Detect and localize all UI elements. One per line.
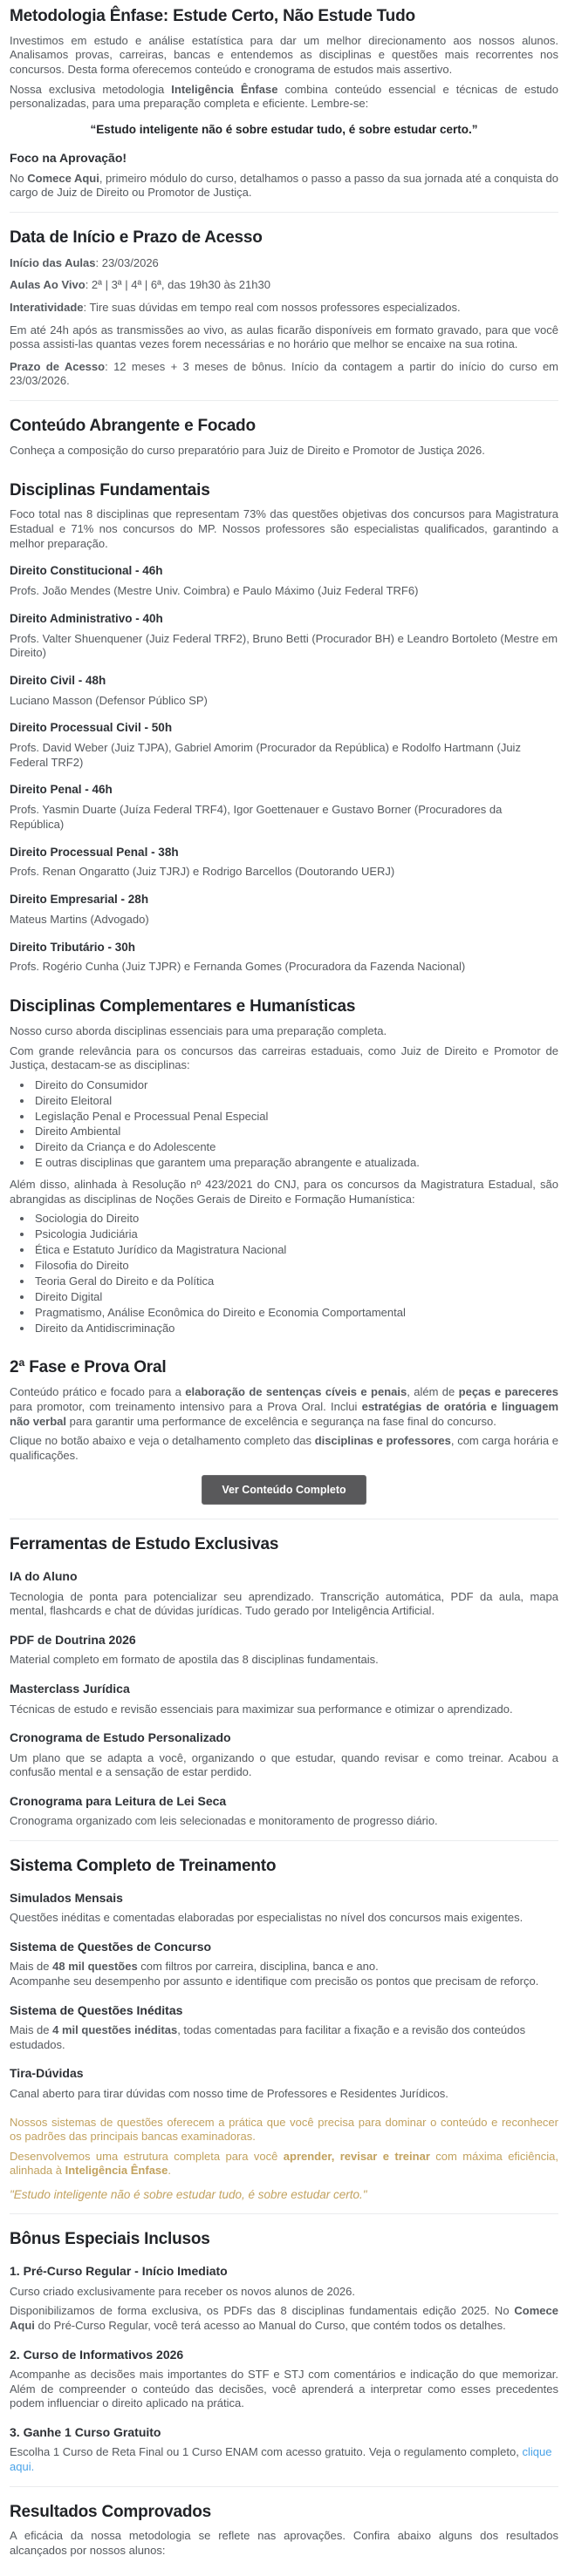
section-segunda-fase — [10, 1358, 558, 1505]
clique-aqui-link[interactable]: clique aqui. — [10, 2445, 552, 2474]
discipline-item — [10, 846, 558, 880]
feature-paragraph: Canal aberto para tirar dúvidas com nosso time de Professores e Residentes Jurídicos. — [10, 2086, 448, 2100]
discipline-title: Direito Empresarial - 28h — [10, 893, 149, 907]
section-title-complementares: Disciplinas Complementares e Humanísticas — [10, 997, 356, 1016]
bullet-item: • E outras disciplinas que garantem uma preparação abrangente e atualizada. — [33, 1156, 558, 1171]
section-divider — [10, 1840, 558, 1841]
complementares-bullet-list — [33, 1078, 558, 1171]
feature-title: Masterclass Jurídica — [10, 1682, 130, 1696]
section-title-bonus: Bônus Especiais Inclusos — [10, 2230, 210, 2249]
feature-item — [10, 1682, 558, 1716]
feature-item — [10, 1940, 558, 1989]
bullet-item: • Filosofia do Direito — [33, 1259, 558, 1274]
bullet-item: • Direito Ambiental — [33, 1125, 558, 1139]
interatividade-line: Interatividade: Tire suas dúvidas em tempo real com nossos professores especializados. — [10, 300, 461, 314]
feature-title: 2. Curso de Informativos 2026 — [10, 2347, 184, 2362]
section-disciplinas-complementares — [10, 997, 558, 1336]
discipline-paragraph: Profs. Renan Ongaratto (Juiz TJRJ) e Rodrigo Barcellos (Doutorando UERJ) — [10, 865, 395, 879]
discipline-item — [10, 612, 558, 661]
ver-conteudo-completo-button[interactable]: Ver Conteúdo Completo — [202, 1475, 366, 1505]
complementares-paragraph-2: Com grande relevância para os concursos das carreiras estaduais, como Juiz de Direito e Promotor de Justiça, destacam-se as disciplinas: — [10, 1043, 558, 1072]
bullet-item: • Ética e Estatuto Jurídico da Magistratura Nacional — [33, 1243, 558, 1258]
bullet-item: • Direito Digital — [33, 1290, 558, 1305]
treinamento-list — [10, 1891, 558, 2102]
section-data-inicio — [10, 228, 558, 389]
discipline-title: Direito Civil - 48h — [10, 673, 106, 687]
humanistica-bullet-list — [33, 1212, 558, 1336]
section-title-ferramentas: Ferramentas de Estudo Exclusivas — [10, 1535, 279, 1554]
feature-item — [10, 1730, 558, 1780]
complementares-paragraph-3: Além disso, alinhada à Resolução nº 423/2021 do CNJ, para os concursos da Magistratura Estadual, são abrangidas as disciplinas de Noções Gerais de Direito e Formação Humanística: — [10, 1178, 558, 1206]
discipline-item — [10, 721, 558, 770]
section-divider — [10, 2486, 558, 2487]
ferramentas-list — [10, 1569, 558, 1829]
discipline-paragraph: Luciano Masson (Defensor Público SP) — [10, 693, 208, 707]
feature-paragraph: Escolha 1 Curso de Reta Final ou 1 Curso ENAM com acesso gratuito. Veja o regulamento completo, clique aqui. — [10, 2445, 552, 2474]
discipline-title: Direito Administrativo - 40h — [10, 611, 163, 625]
bullet-item: • Direito da Antidiscriminação — [33, 1322, 558, 1336]
discipline-paragraph: Profs. Valter Shuenquener (Juiz Federal TRF2), Bruno Betti (Procurador BH) e Leandro Bortoleto (Mestre em Direito) — [10, 631, 558, 660]
feature-title: Tira-Dúvidas — [10, 2066, 84, 2081]
section-metodologia — [10, 7, 558, 201]
feature-title: 1. Pré-Curso Regular - Início Imediato — [10, 2264, 228, 2279]
inicio-das-aulas-line: Início das Aulas: 23/03/2026 — [10, 255, 159, 269]
section-divider — [10, 212, 558, 213]
metodologia-paragraph-1: Investimos em estudo e análise estatística para dar um melhor direcionamento aos nossos alunos. Analisamos provas, carreiras, bancas e entendemos as disciplinas e questões mais recorrentes nos concursos. Desta forma oferecemos conteúdo e cronograma de estudos mais assertivo. — [10, 33, 558, 77]
resultados-paragraph: A eficácia da nossa metodologia se reflete nas aprovações. Confira abaixo alguns dos resultados alcançados por nossos alunos: — [10, 2529, 558, 2558]
metodologia-paragraph-2: Nossa exclusiva metodologia Inteligência Ênfase combina conteúdo essencial e técnicas de estudo personalizadas, para uma preparação completa e eficiente. Lembre-se: — [10, 82, 558, 111]
feature-item — [10, 1569, 558, 1619]
section-title-treinamento: Sistema Completo de Treinamento — [10, 1857, 277, 1876]
bullet-item: • Psicologia Judiciária — [33, 1227, 558, 1242]
conteudo-paragraph: Conheça a composição do curso preparatório para Juiz de Direito e Promotor de Justiça 2026. — [10, 443, 485, 457]
feature-title: PDF de Doutrina 2026 — [10, 1632, 136, 1647]
feature-paragraph: Mais de 48 mil questões com filtros por carreira, disciplina, banca e ano. Acompanhe seu desempenho por assunto e identifique com precisão os pontos que precisam de reforço. — [10, 1960, 539, 1988]
cta-button-row — [10, 1475, 558, 1505]
section-sistema-treinamento — [10, 1857, 558, 2202]
bullet-item: • Pragmatismo, Análise Econômica do Direito e Economia Comportamental — [33, 1306, 558, 1321]
feature-item — [10, 1633, 558, 1668]
discipline-paragraph: Profs. Rogério Cunha (Juiz TJPR) e Fernanda Gomes (Procuradora da Fazenda Nacional) — [10, 960, 466, 974]
feature-paragraph: Cronograma organizado com leis selecionadas e monitoramento de progresso diário. — [10, 1814, 438, 1828]
feature-item — [10, 2264, 558, 2333]
highlight-paragraph-2: Desenvolvemos uma estrutura completa para você aprender, revisar e treinar com máxima eficiência, alinhada à Inteligência Ênfase. — [10, 2149, 558, 2178]
highlight-block — [10, 2116, 558, 2203]
section-divider — [10, 2213, 558, 2214]
bullet-item: • Direito da Criança e do Adolescente — [33, 1140, 558, 1155]
discipline-paragraph: Profs. Yasmin Duarte (Juíza Federal TRF4), Igor Goettenauer e Gustavo Borner (Procuradores da República) — [10, 803, 503, 831]
feature-item — [10, 2425, 558, 2475]
feature-title: Cronograma para Leitura de Lei Seca — [10, 1793, 227, 1808]
bullet-item: • Direito Eleitoral — [33, 1094, 558, 1109]
discipline-title: Direito Constitucional - 46h — [10, 564, 163, 578]
feature-paragraph: Técnicas de estudo e revisão essenciais para maximizar sua performance e otimizar o aprendizado. — [10, 1702, 513, 1716]
highlight-paragraph-1: Nossos sistemas de questões oferecem a prática que você precisa para dominar o conteúdo e reconhecer os padrões das principais bancas examinadoras. — [10, 2115, 558, 2144]
section-disciplinas-fundamentais — [10, 481, 558, 975]
course-description-page — [10, 7, 558, 2559]
bonus-list — [10, 2264, 558, 2475]
feature-item — [10, 1794, 558, 1829]
discipline-title: Direito Tributário - 30h — [10, 940, 136, 954]
bullet-item: • Sociologia do Direito — [33, 1212, 558, 1227]
section-title-conteudo: Conteúdo Abrangente e Focado — [10, 417, 256, 436]
discipline-item — [10, 941, 558, 975]
feature-paragraph: Mais de 4 mil questões inéditas, todas comentadas para facilitar a fixação e a revisão dos conteúdos estudados. — [10, 2023, 526, 2051]
metodologia-quote: “Estudo inteligente não é sobre estudar tudo, é sobre estudar certo.” — [90, 122, 478, 136]
feature-paragraph: Curso criado exclusivamente para receber os novos alunos de 2026. — [10, 2284, 356, 2298]
bullet-item: • Direito do Consumidor — [33, 1078, 558, 1093]
feature-paragraph: Acompanhe as decisões mais importantes do STF e STJ com comentários e indicação do que memorizar. Além de compreender o conteúdo das decisões, você aprenderá a interpretar como esses precedentes podem influenciar o direito aplicado na prática. — [10, 2368, 558, 2410]
feature-item — [10, 2003, 558, 2053]
discipline-paragraph: Profs. João Mendes (Mestre Univ. Coimbra) e Paulo Máximo (Juiz Federal TRF6) — [10, 584, 419, 598]
cta-paragraph: Clique no botão abaixo e veja o detalhamento completo das disciplinas e professores, com carga horária e qualificações. — [10, 1434, 558, 1462]
discipline-item — [10, 783, 558, 832]
bullet-item: • Legislação Penal e Processual Penal Especial — [33, 1110, 558, 1125]
feature-item — [10, 2066, 558, 2101]
section-divider — [10, 400, 558, 401]
highlight-quote: "Estudo inteligente não é sobre estudar tudo, é sobre estudar certo." — [10, 2188, 367, 2202]
fundamentais-paragraph: Foco total nas 8 disciplinas que representam 73% das questões objetivas dos concursos para Magistratura Estadual e 71% nos concursos do MP. Nossos professores são especialistas qualificados, garantindo a melhor preparação. — [10, 507, 558, 550]
section-ferramentas — [10, 1535, 558, 1829]
feature-title: Sistema de Questões de Concurso — [10, 1939, 212, 1954]
discipline-item — [10, 893, 558, 928]
section-conteudo-abrangente — [10, 417, 558, 458]
feature-title: 3. Ganhe 1 Curso Gratuito — [10, 2424, 161, 2439]
gravacao-24h-paragraph: Em até 24h após as transmissões ao vivo, as aulas ficarão disponíveis em formato gravado, para que você possa assisti-las quantas vezes forem necessárias e no horário que melhor se encaixe na sua rotina. — [10, 323, 558, 351]
feature-paragraph: Disponibilizamos de forma exclusiva, os PDFs das 8 disciplinas fundamentais edição 2025. No Comece Aqui do Pré-Curso Regular, você terá acesso ao Manual do Curso, que contém todos os detalhes. — [10, 2304, 558, 2332]
discipline-item — [10, 674, 558, 709]
feature-title: Simulados Mensais — [10, 1890, 123, 1905]
feature-title: Sistema de Questões Inéditas — [10, 2002, 183, 2017]
bullet-item: • Teoria Geral do Direito e da Política — [33, 1274, 558, 1289]
segunda-fase-paragraph: Conteúdo prático e focado para a elaboração de sentenças cíveis e penais, além de peças e pareceres para promotor, com treinamento intensivo para a Prova Oral. Inclui estratégias de oratória e linguagem não verbal para garantir uma performance de excelência e segurança na fase final do concurso. — [10, 1385, 559, 1428]
complementares-paragraph-1: Nosso curso aborda disciplinas essenciais para uma preparação completa. — [10, 1023, 387, 1037]
section-bonus — [10, 2230, 558, 2474]
disciplines-list — [10, 564, 558, 975]
feature-item — [10, 2348, 558, 2411]
prazo-de-acesso-line: Prazo de Acesso: 12 meses + 3 meses de bônus. Início da contagem a partir do início do curso em 23/03/2026. — [10, 359, 559, 388]
discipline-title: Direito Penal - 46h — [10, 783, 113, 797]
feature-title: Cronograma de Estudo Personalizado — [10, 1730, 231, 1745]
feature-paragraph: Questões inéditas e comentadas elaboradas por especialistas no nível dos concursos mais exigentes. — [10, 1911, 524, 1925]
feature-paragraph: Um plano que se adapta a você, organizando o que estudar, quando revisar e como treinar. Acabou a confusão mental e a sensação de estar perdido. — [10, 1750, 558, 1779]
feature-paragraph: Material completo em formato de apostila das 8 disciplinas fundamentais. — [10, 1653, 379, 1667]
section-title-resultados: Resultados Comprovados — [10, 2502, 212, 2521]
section-title-fundamentais: Disciplinas Fundamentais — [10, 480, 210, 500]
feature-title: IA do Aluno — [10, 1569, 78, 1584]
feature-paragraph: Tecnologia de ponta para potencializar seu aprendizado. Transcrição automática, PDF da aula, mapa mental, flashcards e chat de dúvidas jurídicas. Tudo gerado por Inteligência Artificial. — [10, 1589, 558, 1618]
page-title: Metodologia Ênfase: Estude Certo, Não Estude Tudo — [10, 7, 415, 25]
discipline-title: Direito Processual Penal - 38h — [10, 845, 179, 859]
discipline-item — [10, 564, 558, 599]
foco-aprovacao-title: Foco na Aprovação! — [10, 151, 127, 166]
discipline-paragraph: Profs. David Weber (Juiz TJPA), Gabriel Amorim (Procurador da República) e Rodolfo Hartmann (Juiz Federal TRF2) — [10, 741, 521, 769]
section-resultados — [10, 2503, 558, 2559]
section-title-data-inicio: Data de Início e Prazo de Acesso — [10, 228, 263, 247]
section-title-segunda-fase: 2ª Fase e Prova Oral — [10, 1358, 167, 1377]
feature-item — [10, 1891, 558, 1926]
foco-aprovacao-paragraph: No Comece Aqui, primeiro módulo do curso, detalhamos o passo a passo da sua jornada até a conquista do cargo de Juiz de Direito ou Promotor de Justiça. — [10, 171, 558, 200]
aulas-ao-vivo-line: Aulas Ao Vivo: 2ª | 3ª | 4ª | 6ª, das 19h30 às 21h30 — [10, 278, 270, 292]
discipline-title: Direito Processual Civil - 50h — [10, 721, 173, 735]
discipline-paragraph: Mateus Martins (Advogado) — [10, 912, 149, 926]
